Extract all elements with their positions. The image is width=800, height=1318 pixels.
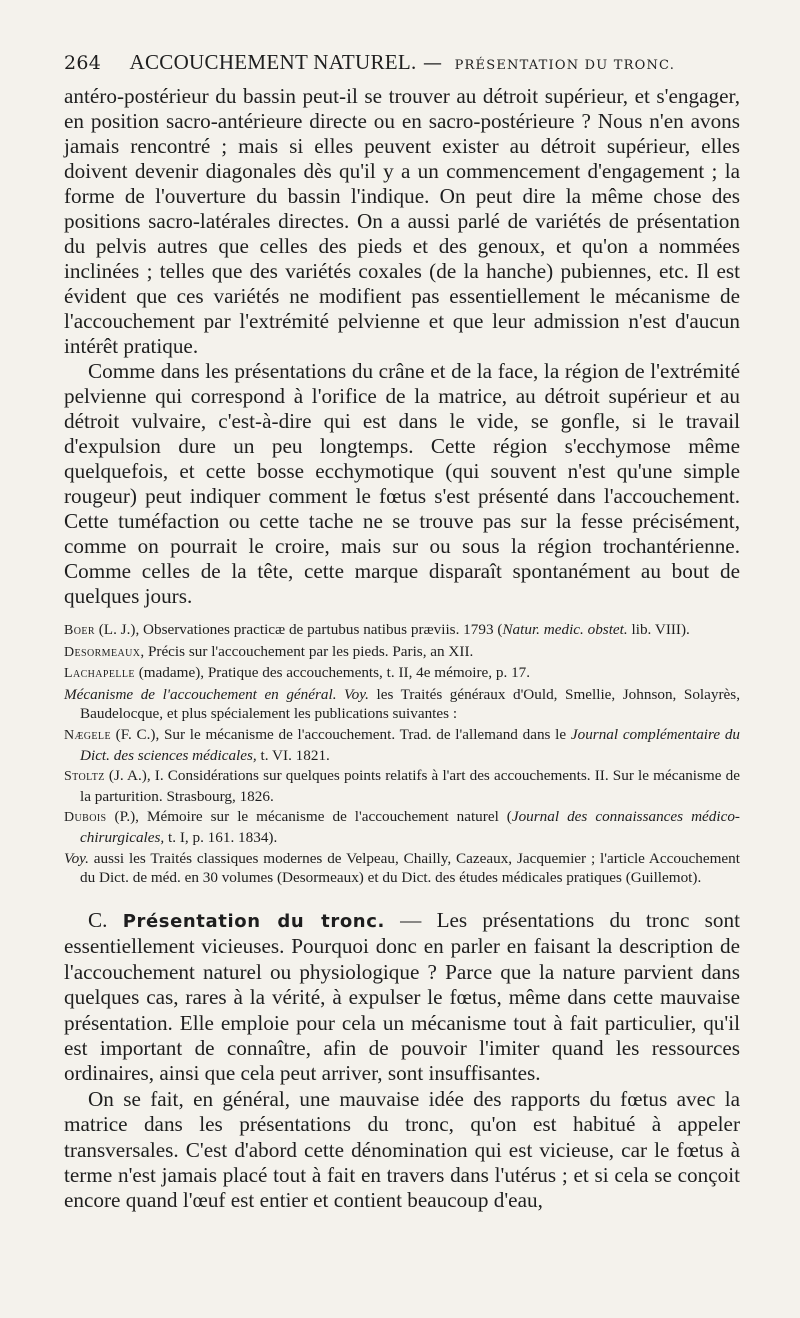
page-number: 264 xyxy=(64,52,102,74)
section-letter: C. xyxy=(88,908,108,932)
paragraph-continuation: antéro-postérieur du bassin peut-il se trouver au détroit supérieur, et s'engager, en position sacro-antérieure directe ou en sacro-postérieure ? Nous n'en avons jamais rencontré ; mais si elles peuvent exister au détroit supérieur, elles doivent devenir diagonales dès qu'il y a un commencement d'engagement ; la forme de l'ouverture du bassin l'indique. On peut dire la même chose des positions sacro-latérales directes. On a aussi parlé de variétés de présentation du pelvis autres que celles des pieds et des genoux, et qu'on a nommées inclinées ; telles que des variétés coxales (de la hanche) pubiennes, etc. Il est évident que ces variétés ne modifient pas essentiellement le mécanisme de l'accouchement par l'extrémité pelvienne et que leur admission n'est d'aucun intérêt pratique. xyxy=(64,84,740,358)
running-header xyxy=(64,50,740,75)
paragraph-transversales: On se fait, en général, une mauvaise idée des rapports du fœtus avec la matrice dans les présentations du tronc, qu'on est habitué à appeler transversales. C'est d'abord cette dénomination qui est vicieuse, car le fœtus à terme n'est jamais placé tout à fait en travers dans l'utérus ; et si cela se conçoit encore quand l'œuf est entier et contient beaucoup d'eau, xyxy=(64,1086,740,1213)
running-title: ACCOUCHEMENT NATUREL. xyxy=(129,50,417,74)
section-heading: Présentation du tronc. xyxy=(122,911,385,932)
reference-item: Nægele (F. C.), Sur le mécanisme de l'accouchement. Trad. de l'allemand dans le Journal complémentaire du Dict. des sciences médicales, t. VI. 1821. xyxy=(64,725,741,764)
paragraph-ecchymose: Comme dans les présentations du crâne et de la face, la région de l'extrémité pelvienne qui correspond à l'orifice de la matrice, au détroit supérieur et au détroit vulvaire, c'est-à-dire qui est dans le vide, se gonfle, si le travail d'expulsion dure un peu longtemps. Cette région s'ecchymose même quelquefois, et cette bosse ecchymotique (qui souvent n'est qu'une simple rougeur) peut indiquer comment le fœtus s'est présenté dans l'accouchement. Cette tuméfaction ou cette tache ne se trouve pas sur la fesse précisément, comme on pourrait le croire, mais sur ou sous la région trochantérienne. Comme celles de la tête, cette marque disparaît spontanément au bout de quelques jours. xyxy=(64,359,740,608)
reference-item: Dubois (P.), Mémoire sur le mécanisme de l'accouchement naturel (Journal des connaissances médico-chirurgicales, t. I, p. 161. 1834). xyxy=(64,808,740,846)
section-intro-paragraph: C. Présentation du tronc. — Les présentations du tronc sont essentiellement vicieuses. Pourquoi donc en parler en faisant la description de l'accouchement naturel ou physiologique ? Parce que la nature parvient dans quelques cas, rares à la vérité, à expulser le fœtus, même dans cette mauvaise présentation. Elle emploie pour cela un mécanisme tout à fait particulier, qu'il est important de connaître, afin de pouvoir l'imiter quand les ressources ordinaires, ainsi que cela peut arriver, sont insuffisantes. xyxy=(64,908,740,1086)
bibliography xyxy=(64,620,740,889)
reference-item: Voy. aussi les Traités classiques modernes de Velpeau, Chailly, Cazeaux, Jacquemier ; l'article Accouchement du Dict. de méd. en 30 volumes (Desormeaux) et du Dict. des études médicales pratiques (Guillemot). xyxy=(64,849,740,887)
reference-item: Stoltz (J. A.), I. Considérations sur quelques points relatifs à l'art des accouchements. II. Sur le mécanisme de la parturition. Strasbourg, 1826. xyxy=(64,767,740,805)
main-text xyxy=(64,84,740,609)
reference-item: Mécanisme de l'accouchement en général. Voy. les Traités généraux d'Ould, Smellie, Johnson, Solayrès, Baudelocque, et plus spécialement les publications suivantes : xyxy=(64,685,740,723)
reference-item: Boer (L. J.), Observationes practicæ de partubus natibus præviis. 1793 (Natur. medic. obstet. lib. VIII). xyxy=(64,621,690,638)
reference-item: Desormeaux, Précis sur l'accouchement par les pieds. Paris, an XII. xyxy=(64,642,474,660)
reference-item: Lachapelle (madame), Pratique des accouchements, t. II, 4e mémoire, p. 17. xyxy=(64,664,531,682)
running-subtitle: PRÉSENTATION DU TRONC. xyxy=(454,58,676,73)
section-tronc xyxy=(64,908,740,1214)
header-separator: — xyxy=(422,52,443,74)
